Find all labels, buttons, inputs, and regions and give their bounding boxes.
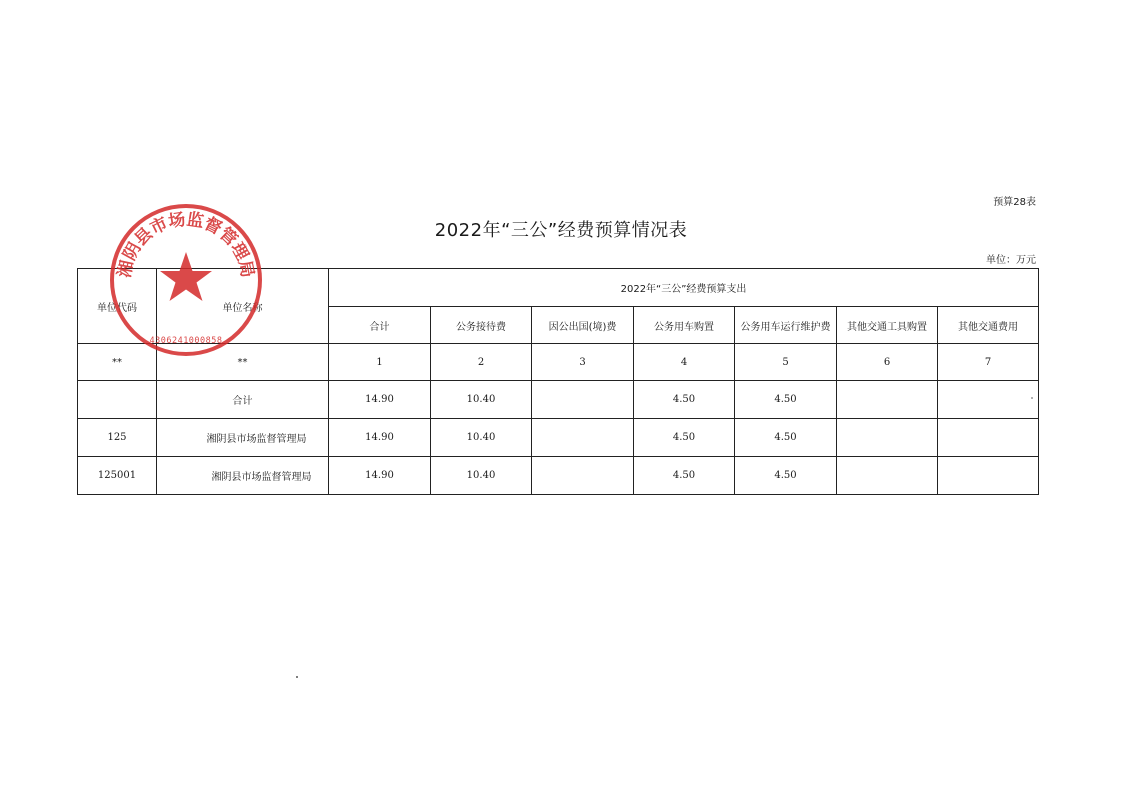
index-cell: 7	[938, 344, 1039, 381]
row-value: 4.50	[735, 457, 837, 495]
index-cell: **	[78, 344, 157, 381]
row-name: 湘阴县市场监督管理局	[157, 419, 329, 457]
row-value	[837, 419, 938, 457]
index-cell: **	[157, 344, 329, 381]
scan-speck	[296, 676, 298, 678]
row-value	[532, 457, 634, 495]
row-name: 湘阴县市场监督管理局	[157, 457, 329, 495]
row-value	[938, 419, 1039, 457]
header-col: 合计	[329, 307, 431, 344]
header-col: 其他交通工具购置	[837, 307, 938, 344]
index-cell: 1	[329, 344, 431, 381]
row-value	[837, 381, 938, 419]
table-row	[78, 381, 1039, 419]
row-value	[532, 419, 634, 457]
page-title: 2022年“三公”经费预算情况表	[434, 220, 688, 241]
index-cell: 5	[735, 344, 837, 381]
header-col: 公务用车运行维护费	[735, 307, 837, 344]
row-value: 14.90	[329, 419, 431, 457]
row-value	[532, 381, 634, 419]
row-value	[938, 457, 1039, 495]
header-unit-name: 单位名称	[157, 269, 329, 344]
row-value: 10.40	[431, 457, 532, 495]
header-col: 公务用车购置	[634, 307, 735, 344]
header-group: 2022年“三公”经费预算支出	[329, 269, 1039, 307]
row-value: 4.50	[634, 381, 735, 419]
header-unit-code: 单位代码	[78, 269, 157, 344]
row-value: 4.50	[634, 419, 735, 457]
header-col: 因公出国(境)费	[532, 307, 634, 344]
row-value	[938, 381, 1039, 419]
unit-label: 单位：万元	[986, 255, 1036, 266]
table-number: 预算28表	[993, 197, 1036, 208]
row-code	[78, 381, 157, 419]
budget-table	[77, 268, 1039, 495]
row-value	[837, 457, 938, 495]
header-col: 其他交通费用	[938, 307, 1039, 344]
seal-number: 4306241000858	[149, 336, 223, 346]
table-row	[78, 457, 1039, 495]
row-value: 14.90	[329, 381, 431, 419]
row-value: 4.50	[735, 419, 837, 457]
seal-arc-text: 湘阴县市场监督管理局	[114, 209, 258, 280]
row-value: 4.50	[735, 381, 837, 419]
row-value: 14.90	[329, 457, 431, 495]
scan-speck	[1031, 397, 1033, 399]
index-cell: 4	[634, 344, 735, 381]
row-name: 合计	[157, 381, 329, 419]
index-cell: 6	[837, 344, 938, 381]
row-code: 125	[78, 419, 157, 457]
row-value: 10.40	[431, 381, 532, 419]
header-row-1	[78, 269, 1039, 307]
row-value: 4.50	[634, 457, 735, 495]
index-row	[78, 344, 1039, 381]
index-cell: 2	[431, 344, 532, 381]
index-cell: 3	[532, 344, 634, 381]
table-row	[78, 419, 1039, 457]
row-value: 10.40	[431, 419, 532, 457]
row-code: 125001	[78, 457, 157, 495]
header-col: 公务接待费	[431, 307, 532, 344]
